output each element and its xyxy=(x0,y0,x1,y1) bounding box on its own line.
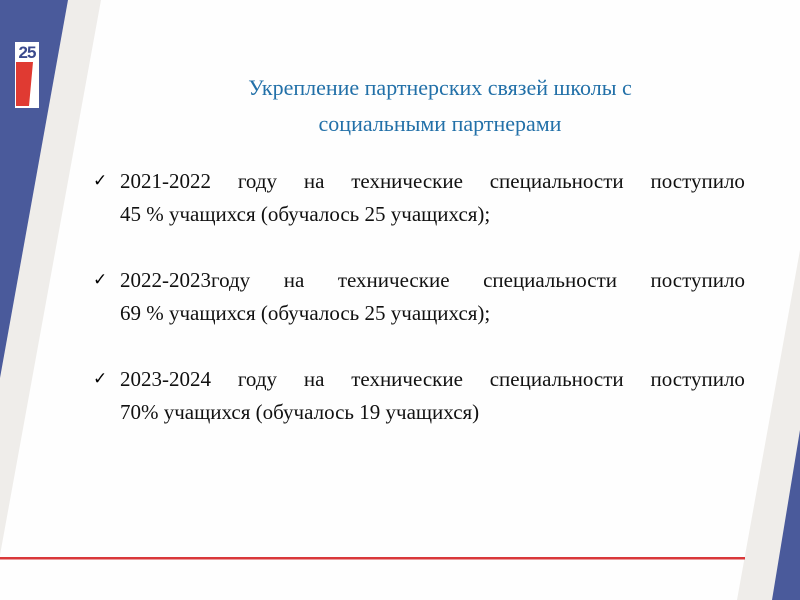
bullet-line-1 xyxy=(120,165,745,198)
check-icon: ✓ xyxy=(93,171,108,191)
word: на xyxy=(283,268,305,292)
word: специальности xyxy=(483,268,617,292)
word: специальности xyxy=(489,367,624,391)
list-item xyxy=(93,264,745,330)
bullet-line-1 xyxy=(120,363,745,396)
title-line-1: Укрепление партнерских связей школы с xyxy=(248,75,632,100)
word: году xyxy=(237,367,277,391)
word: на xyxy=(303,367,325,391)
word: технические xyxy=(337,268,450,292)
bullet-line-2: 45 % учащихся (обучалось 25 учащихся); xyxy=(120,202,491,226)
list-item xyxy=(93,363,745,429)
word: 2023-2024 xyxy=(120,367,211,391)
page-title xyxy=(150,70,730,142)
word: 2021-2022 xyxy=(120,169,211,193)
logo-number: 25 xyxy=(15,42,39,62)
title-line-2: социальными партнерами xyxy=(318,111,562,136)
word: 2022-2023году xyxy=(120,268,251,292)
word: технические xyxy=(351,367,463,391)
bullet-line-2: 70% учащихся (обучалось 19 учащихся) xyxy=(120,400,480,424)
bullet-list xyxy=(93,165,745,462)
check-icon: ✓ xyxy=(93,270,108,290)
word: поступило xyxy=(650,169,745,193)
bullet-line-2: 69 % учащихся (обучалось 25 учащихся); xyxy=(120,301,491,325)
word: году xyxy=(237,169,277,193)
word: поступило xyxy=(650,367,745,391)
check-icon: ✓ xyxy=(93,369,108,389)
word: поступило xyxy=(650,268,745,292)
list-item xyxy=(93,165,745,231)
logo xyxy=(15,42,39,108)
word: специальности xyxy=(489,169,624,193)
word: на xyxy=(303,169,325,193)
bullet-line-1 xyxy=(120,264,745,297)
word: технические xyxy=(351,169,463,193)
footer-red-line xyxy=(0,557,745,560)
